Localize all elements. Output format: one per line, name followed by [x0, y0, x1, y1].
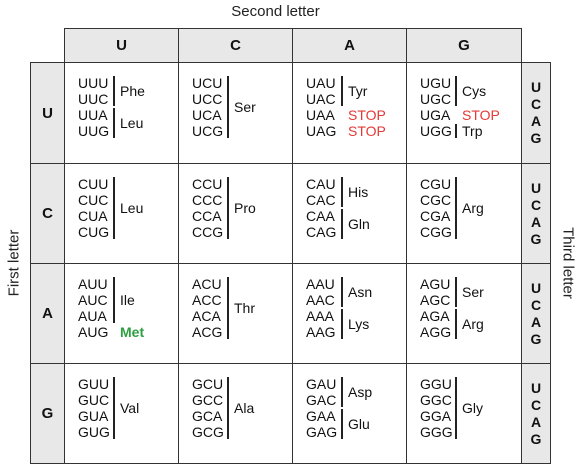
codon: UCG: [192, 123, 224, 139]
third-letter-g: G: [530, 230, 542, 247]
codon: AGG: [420, 324, 452, 340]
amino-acid-label: Ser: [462, 284, 484, 300]
third-letter-g: G: [530, 430, 542, 447]
codon: GCG: [192, 424, 224, 440]
amino-acid-label: Gln: [348, 216, 370, 232]
first-letter-label: First letter: [5, 229, 23, 297]
third-letter-u: U: [530, 279, 542, 296]
codon: CCA: [192, 208, 222, 224]
group-bracket: [227, 177, 229, 239]
codon: UCU: [192, 75, 223, 91]
group-bracket: [455, 309, 457, 339]
group-bracket: [113, 76, 115, 106]
codon: CGC: [420, 192, 452, 208]
third-letter-c: C: [530, 396, 542, 413]
codon: AAU: [306, 276, 335, 292]
codon: GAG: [306, 424, 338, 440]
codon: GAC: [306, 392, 337, 408]
second-letter-label: Second letter: [231, 3, 320, 20]
codon: ACA: [192, 308, 221, 324]
group-bracket: [113, 377, 115, 439]
codon: GAU: [306, 376, 337, 392]
amino-acid-label: Leu: [120, 200, 144, 216]
group-bracket: [227, 76, 229, 138]
amino-acid-label: Ile: [120, 292, 135, 308]
amino-acid-label: Lys: [348, 316, 370, 332]
codon: GGU: [420, 376, 452, 392]
codon: UUG: [78, 123, 110, 139]
third-letter-c: C: [530, 96, 542, 112]
column-header-g: G: [406, 28, 522, 63]
codon: UUU: [78, 75, 109, 91]
third-letter-a: A: [530, 113, 542, 129]
codon: ACU: [192, 276, 222, 292]
codon: UAG: [306, 123, 337, 139]
third-letter-u: U: [530, 379, 542, 396]
third-letter-c: C: [530, 296, 542, 313]
third-letter-column-u: [521, 62, 551, 164]
group-bracket: [341, 209, 343, 239]
codon: CCG: [192, 224, 224, 240]
codon: UAC: [306, 91, 336, 107]
amino-acid-label: Thr: [234, 300, 255, 316]
third-letter-u: U: [530, 79, 542, 95]
codon: UGC: [420, 91, 452, 107]
row-header-u: U: [30, 62, 65, 164]
amino-acid-label: His: [348, 184, 369, 200]
amino-acid-label: Arg: [462, 316, 484, 332]
third-letter-a: A: [530, 213, 542, 230]
group-bracket: [341, 309, 343, 339]
group-bracket: [455, 76, 457, 106]
amino-acid-label: Trp: [462, 123, 483, 139]
codon: GCU: [192, 376, 224, 392]
codon: AUU: [78, 276, 108, 292]
codon: UGG: [420, 123, 452, 139]
codon: CAU: [306, 176, 336, 192]
amino-acid-label: Asn: [348, 284, 373, 300]
start-codon-label: Met: [120, 324, 145, 340]
row-header-a: A: [30, 263, 65, 364]
codon: GGC: [420, 392, 452, 408]
amino-acid-label: Val: [120, 400, 140, 416]
codon: CAG: [306, 224, 337, 240]
third-letter-g: G: [530, 330, 542, 347]
codon: AAG: [306, 324, 336, 340]
third-letter-a: A: [530, 313, 542, 330]
codon: CGA: [420, 208, 451, 224]
amino-acid-label: Glu: [348, 416, 370, 432]
codon: GGA: [420, 408, 452, 424]
amino-acid-label: Ser: [234, 99, 256, 115]
stop-codon-label: STOP: [462, 107, 500, 123]
codon: AUC: [78, 292, 108, 308]
codon: AGU: [420, 276, 451, 292]
codon: CUU: [78, 176, 109, 192]
codon: CUC: [78, 192, 109, 208]
codon: GAA: [306, 408, 336, 424]
codon: CAC: [306, 192, 336, 208]
stop-codon-label: STOP: [348, 107, 386, 123]
codon: GCC: [192, 392, 224, 408]
codon: UGA: [420, 107, 451, 123]
third-letter-label: Third letter: [559, 227, 577, 299]
codon: UAA: [306, 107, 335, 123]
codon: AGC: [420, 292, 451, 308]
group-bracket: [113, 177, 115, 239]
codon: CGU: [420, 176, 452, 192]
amino-acid-label: Pro: [234, 200, 256, 216]
codon: CCU: [192, 176, 223, 192]
codon: ACG: [192, 324, 223, 340]
codon: AUG: [78, 324, 109, 340]
codon: UAU: [306, 75, 336, 91]
group-bracket: [455, 177, 457, 239]
codon: ACC: [192, 292, 222, 308]
codon: GGG: [420, 424, 453, 440]
codon: UCC: [192, 91, 223, 107]
column-header-u: U: [64, 28, 179, 63]
codon: AGA: [420, 308, 450, 324]
third-letter-c: C: [530, 196, 542, 213]
group-bracket: [227, 377, 229, 439]
codon: AUA: [78, 308, 107, 324]
amino-acid-label: Phe: [120, 83, 145, 99]
group-bracket: [341, 177, 343, 207]
codon: CUA: [78, 208, 108, 224]
amino-acid-label: Cys: [462, 83, 487, 99]
codon: UCA: [192, 107, 222, 123]
third-letter-column-a: [521, 263, 551, 364]
codon: CGG: [420, 224, 452, 240]
group-bracket: [341, 409, 343, 439]
group-bracket: [455, 277, 457, 307]
third-letter-g: G: [530, 130, 542, 146]
group-bracket: [113, 108, 115, 138]
amino-acid-label: Arg: [462, 200, 484, 216]
group-bracket: [341, 277, 343, 307]
row-header-g: G: [30, 363, 65, 464]
codon: UUC: [78, 91, 109, 107]
codon: CUG: [78, 224, 110, 240]
amino-acid-label: Leu: [120, 115, 144, 131]
codon: CCC: [192, 192, 223, 208]
codon: UGU: [420, 75, 452, 91]
third-letter-a: A: [530, 413, 542, 430]
amino-acid-label: Gly: [462, 400, 483, 416]
column-header-a: A: [292, 28, 407, 63]
codon: GUU: [78, 376, 110, 392]
group-bracket: [113, 277, 115, 323]
third-letter-u: U: [530, 179, 542, 196]
stop-codon-label: STOP: [348, 123, 386, 139]
amino-acid-label: Tyr: [348, 83, 368, 99]
codon: AAC: [306, 292, 335, 308]
group-bracket: [455, 124, 457, 138]
codon: UUA: [78, 107, 108, 123]
row-header-c: C: [30, 163, 65, 264]
group-bracket: [227, 277, 229, 339]
third-letter-column-c: [521, 163, 551, 264]
group-bracket: [341, 377, 343, 407]
amino-acid-label: Ala: [234, 400, 255, 416]
codon: GUA: [78, 408, 109, 424]
codon: CAA: [306, 208, 335, 224]
codon: GUG: [78, 424, 110, 440]
group-bracket: [341, 76, 343, 106]
third-letter-column-g: [521, 363, 551, 464]
codon: AAA: [306, 308, 335, 324]
codon: GCA: [192, 408, 223, 424]
amino-acid-label: Asp: [348, 384, 373, 400]
column-header-c: C: [178, 28, 293, 63]
group-bracket: [455, 377, 457, 439]
codon: GUC: [78, 392, 110, 408]
